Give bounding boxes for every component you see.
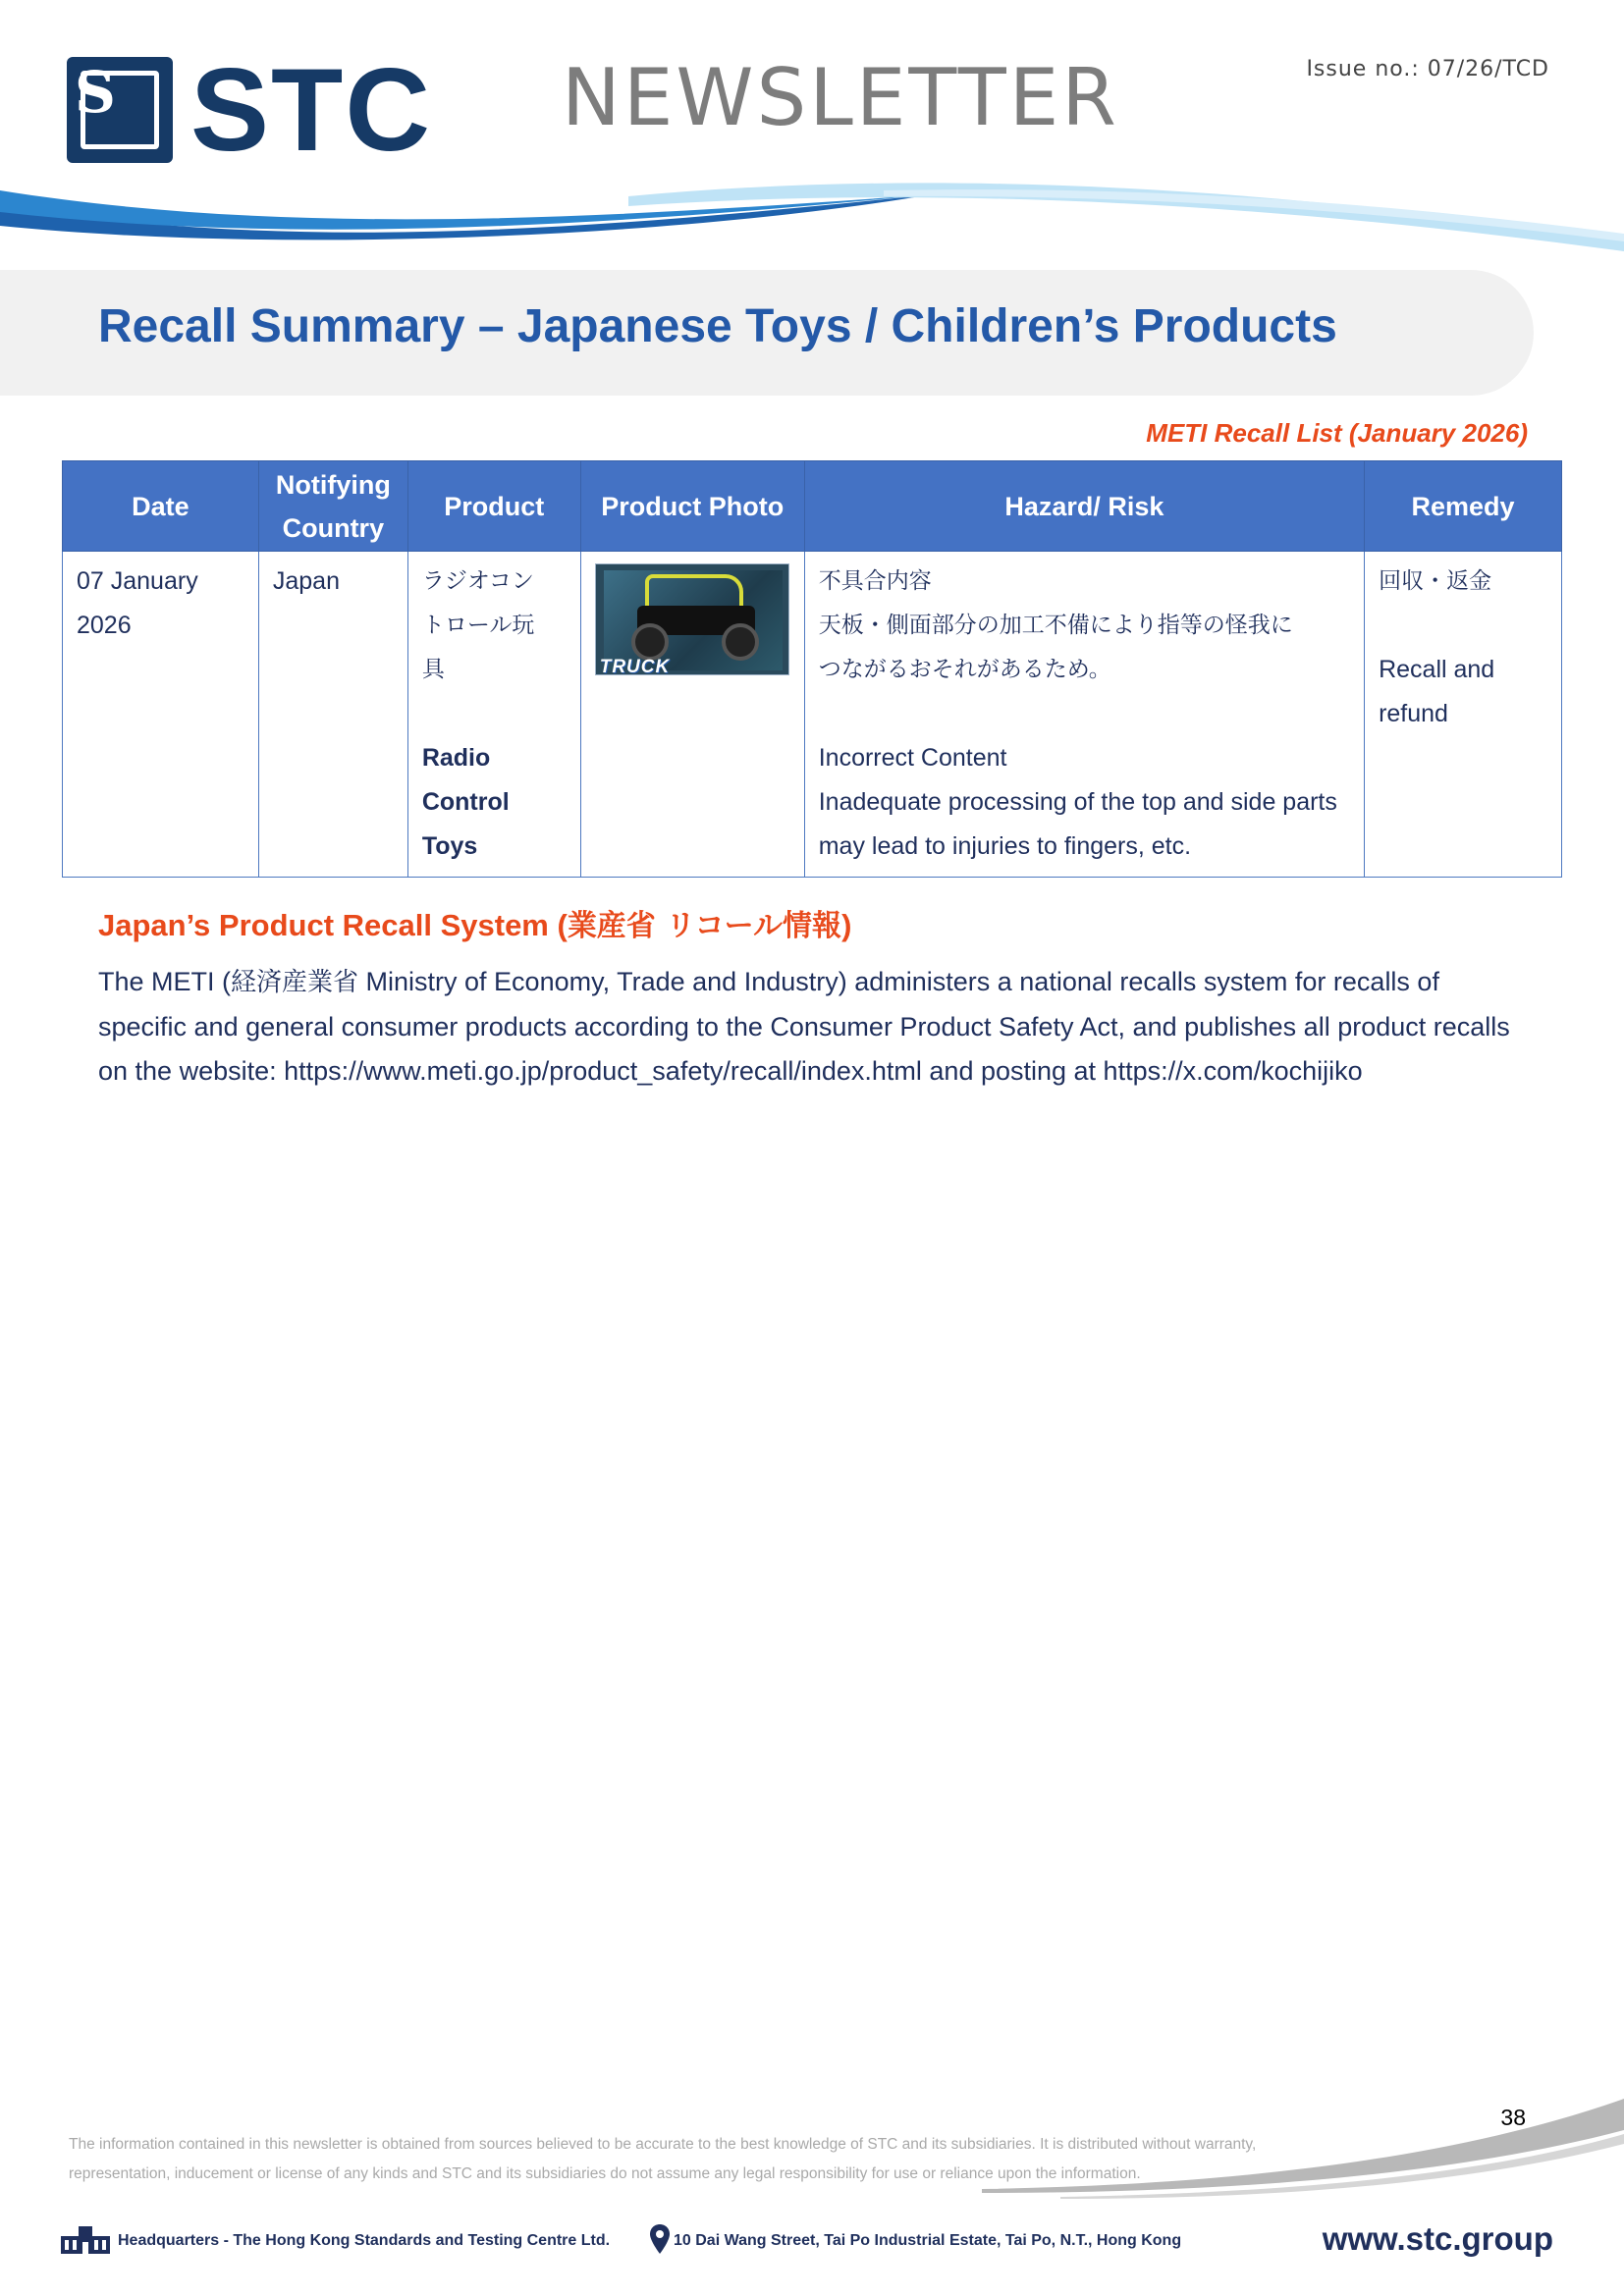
product-en-line1: Radio bbox=[421, 744, 491, 772]
website-link[interactable]: www.stc.group bbox=[1322, 2220, 1553, 2257]
section-paragraph bbox=[98, 960, 1532, 1094]
hazard-jp-line1: 不具合内容 bbox=[818, 568, 932, 594]
section-title bbox=[98, 901, 851, 944]
header-country-line2: Country bbox=[282, 512, 385, 543]
header-country-line1: Notifying bbox=[275, 469, 391, 500]
cell-remedy bbox=[1365, 552, 1562, 878]
header-date: Date bbox=[63, 461, 259, 552]
stc-logo bbox=[67, 44, 460, 176]
header-remedy: Remedy bbox=[1365, 461, 1562, 552]
country-value: Japan bbox=[272, 567, 340, 595]
cell-hazard bbox=[804, 552, 1364, 878]
disclaimer: The information contained in this newsletter is obtained from sources believed to be accurate to the best knowledge of STC and its subsidiaries. It is distributed without warranty, representation, inducement or license of any kinds and STC and its subsidiaries do not assume any legal responsibility for use or reliance upon the information. bbox=[69, 2136, 1257, 2182]
header-product: Product bbox=[407, 461, 580, 552]
hazard-en-line1: Incorrect Content bbox=[818, 744, 1007, 772]
section-title-jp: 業産省 リコール情報 bbox=[567, 909, 842, 943]
section-title-en: Japan’s Product Recall System ( bbox=[98, 908, 568, 942]
cell-date bbox=[63, 552, 259, 878]
section-title-end: ) bbox=[841, 908, 852, 942]
header-country bbox=[258, 461, 407, 552]
remedy-en-line2: refund bbox=[1379, 700, 1448, 727]
product-photo bbox=[595, 563, 789, 675]
cell-photo bbox=[580, 552, 804, 878]
product-en-line2: Control bbox=[421, 788, 510, 816]
building-icon bbox=[61, 2226, 110, 2254]
hazard-jp-line2: 天板・側面部分の加工不備により指等の怪我に bbox=[818, 613, 1293, 638]
cell-product bbox=[407, 552, 580, 878]
cell-country bbox=[258, 552, 407, 878]
paragraph-part1: The METI ( bbox=[98, 967, 232, 996]
product-en-line3: Toys bbox=[421, 832, 478, 860]
date-line1: 07 January bbox=[77, 567, 198, 595]
hazard-en-line2: Inadequate processing of the top and side parts bbox=[818, 788, 1337, 816]
remedy-en-line1: Recall and bbox=[1379, 656, 1495, 683]
recall-table bbox=[62, 460, 1562, 878]
paragraph-part2: Ministry of Economy, Trade and Industry) administers a national recalls system for recalls of specific and general consumer products according to the Consumer Product Safety Act, and publishes all product recalls on the website: https://www.meti.go.jp/product_safety/recall/index.html and posting at https://x.com/kochijiko bbox=[98, 967, 1510, 1086]
newsletter-heading: NEWSLETTER bbox=[562, 52, 1119, 143]
stc-logo-icon: S bbox=[67, 57, 173, 163]
product-jp-line1: ラジオコン bbox=[421, 568, 534, 594]
paragraph-jp: 経済産業省 bbox=[231, 968, 359, 997]
logo-text: STC bbox=[190, 44, 432, 176]
page-title: Recall Summary – Japanese Toys / Children’s Products bbox=[98, 300, 1337, 352]
headquarters-text: Headquarters - The Hong Kong Standards and Testing Centre Ltd. bbox=[118, 2232, 611, 2249]
photo-truck-text: TRUCK bbox=[599, 657, 671, 675]
list-label: METI Recall List (January 2026) bbox=[1146, 418, 1528, 448]
table-header-row bbox=[63, 461, 1562, 552]
address-text: 10 Dai Wang Street, Tai Po Industrial Estate, Tai Po, N.T., Hong Kong bbox=[674, 2232, 1182, 2249]
location-pin-icon bbox=[650, 2224, 670, 2254]
header-swoosh bbox=[0, 177, 1624, 265]
issue-number: Issue no.: 07/26/TCD bbox=[1306, 57, 1549, 81]
header-photo: Product Photo bbox=[580, 461, 804, 552]
product-jp-line3: 具 bbox=[421, 657, 445, 682]
page-number: 38 bbox=[1500, 2105, 1526, 2130]
date-line2: 2026 bbox=[77, 612, 132, 639]
title-banner bbox=[0, 270, 1534, 396]
hazard-en-line3: may lead to injuries to fingers, etc. bbox=[818, 832, 1192, 860]
footer-bar bbox=[61, 2220, 1573, 2264]
remedy-jp: 回収・返金 bbox=[1379, 568, 1492, 594]
product-jp-line2: トロール玩 bbox=[421, 613, 535, 638]
header-hazard: Hazard/ Risk bbox=[804, 461, 1364, 552]
hazard-jp-line3: つながるおそれがあるため。 bbox=[818, 657, 1111, 682]
table-row bbox=[63, 552, 1562, 878]
